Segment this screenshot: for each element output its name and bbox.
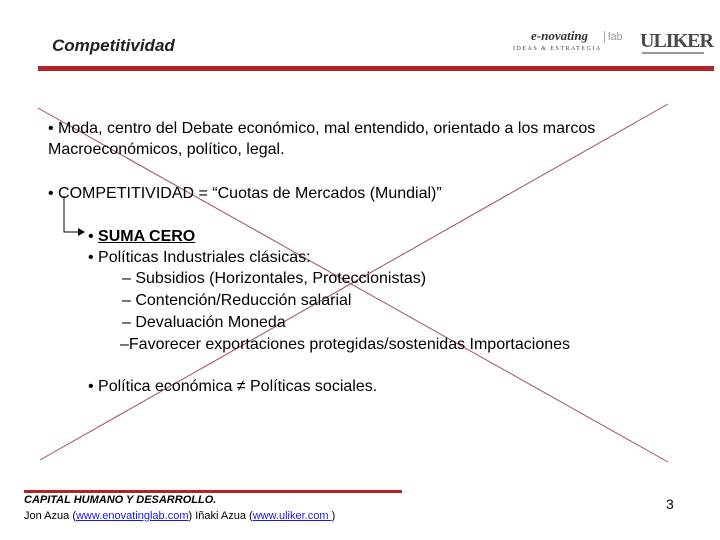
sub-bullet-marker: • [88, 228, 99, 245]
enovating-logo-brand: e-novating [531, 28, 589, 43]
footer-credits [24, 510, 335, 522]
sub-bullet-suma-cero [88, 226, 195, 247]
enovatinglab-link[interactable]: www.enovatinglab.com [75, 510, 189, 522]
connector-arrowhead [78, 228, 85, 236]
footer-divider [24, 490, 402, 493]
dash-item-subsidios: – Subsidios (Horizontales, Proteccionistas) [122, 270, 427, 287]
sub-bullet-politica-economica: • Política económica ≠ Políticas sociales. [88, 378, 378, 395]
dash-item-exportaciones: –Favorecer exportaciones protegidas/sostenidas Importaciones [120, 336, 571, 353]
enovating-logo-lab: lab [604, 31, 623, 43]
footer-author-jon: Jon Azua ( [24, 510, 76, 522]
dash-item-devaluacion: – Devaluación Moneda [122, 314, 286, 331]
enovating-logo-tagline: IDEAS & ESTRATEGIA [513, 46, 602, 52]
footer-closing-paren: ) [331, 510, 336, 522]
uliker-link[interactable]: www.uliker.com [252, 510, 332, 522]
sub-bullet-politicas: • Políticas Industriales clásicas: [88, 249, 311, 266]
slide-title: Competitividad [52, 36, 175, 55]
bullet-moda-line1: • Moda, centro del Debate económico, mal entendido, orientado a los marcos [48, 120, 596, 137]
dash-item-contencion: – Contención/Reducción salarial [122, 292, 352, 309]
footer-title: CAPITAL HUMANO Y DESARROLLO. [24, 494, 217, 506]
bullet-moda-line2: Macroeconómicos, político, legal. [48, 141, 285, 158]
uliker-logo-word: ULIKER [640, 30, 713, 52]
suma-cero-text: SUMA CERO [98, 228, 196, 245]
bullet-competitividad: • COMPETITIVIDAD = “Cuotas de Mercados (Mundial)” [48, 185, 442, 202]
page-number: 3 [666, 496, 674, 512]
footer-author-inaki: ) Iñaki Azua ( [188, 510, 253, 522]
